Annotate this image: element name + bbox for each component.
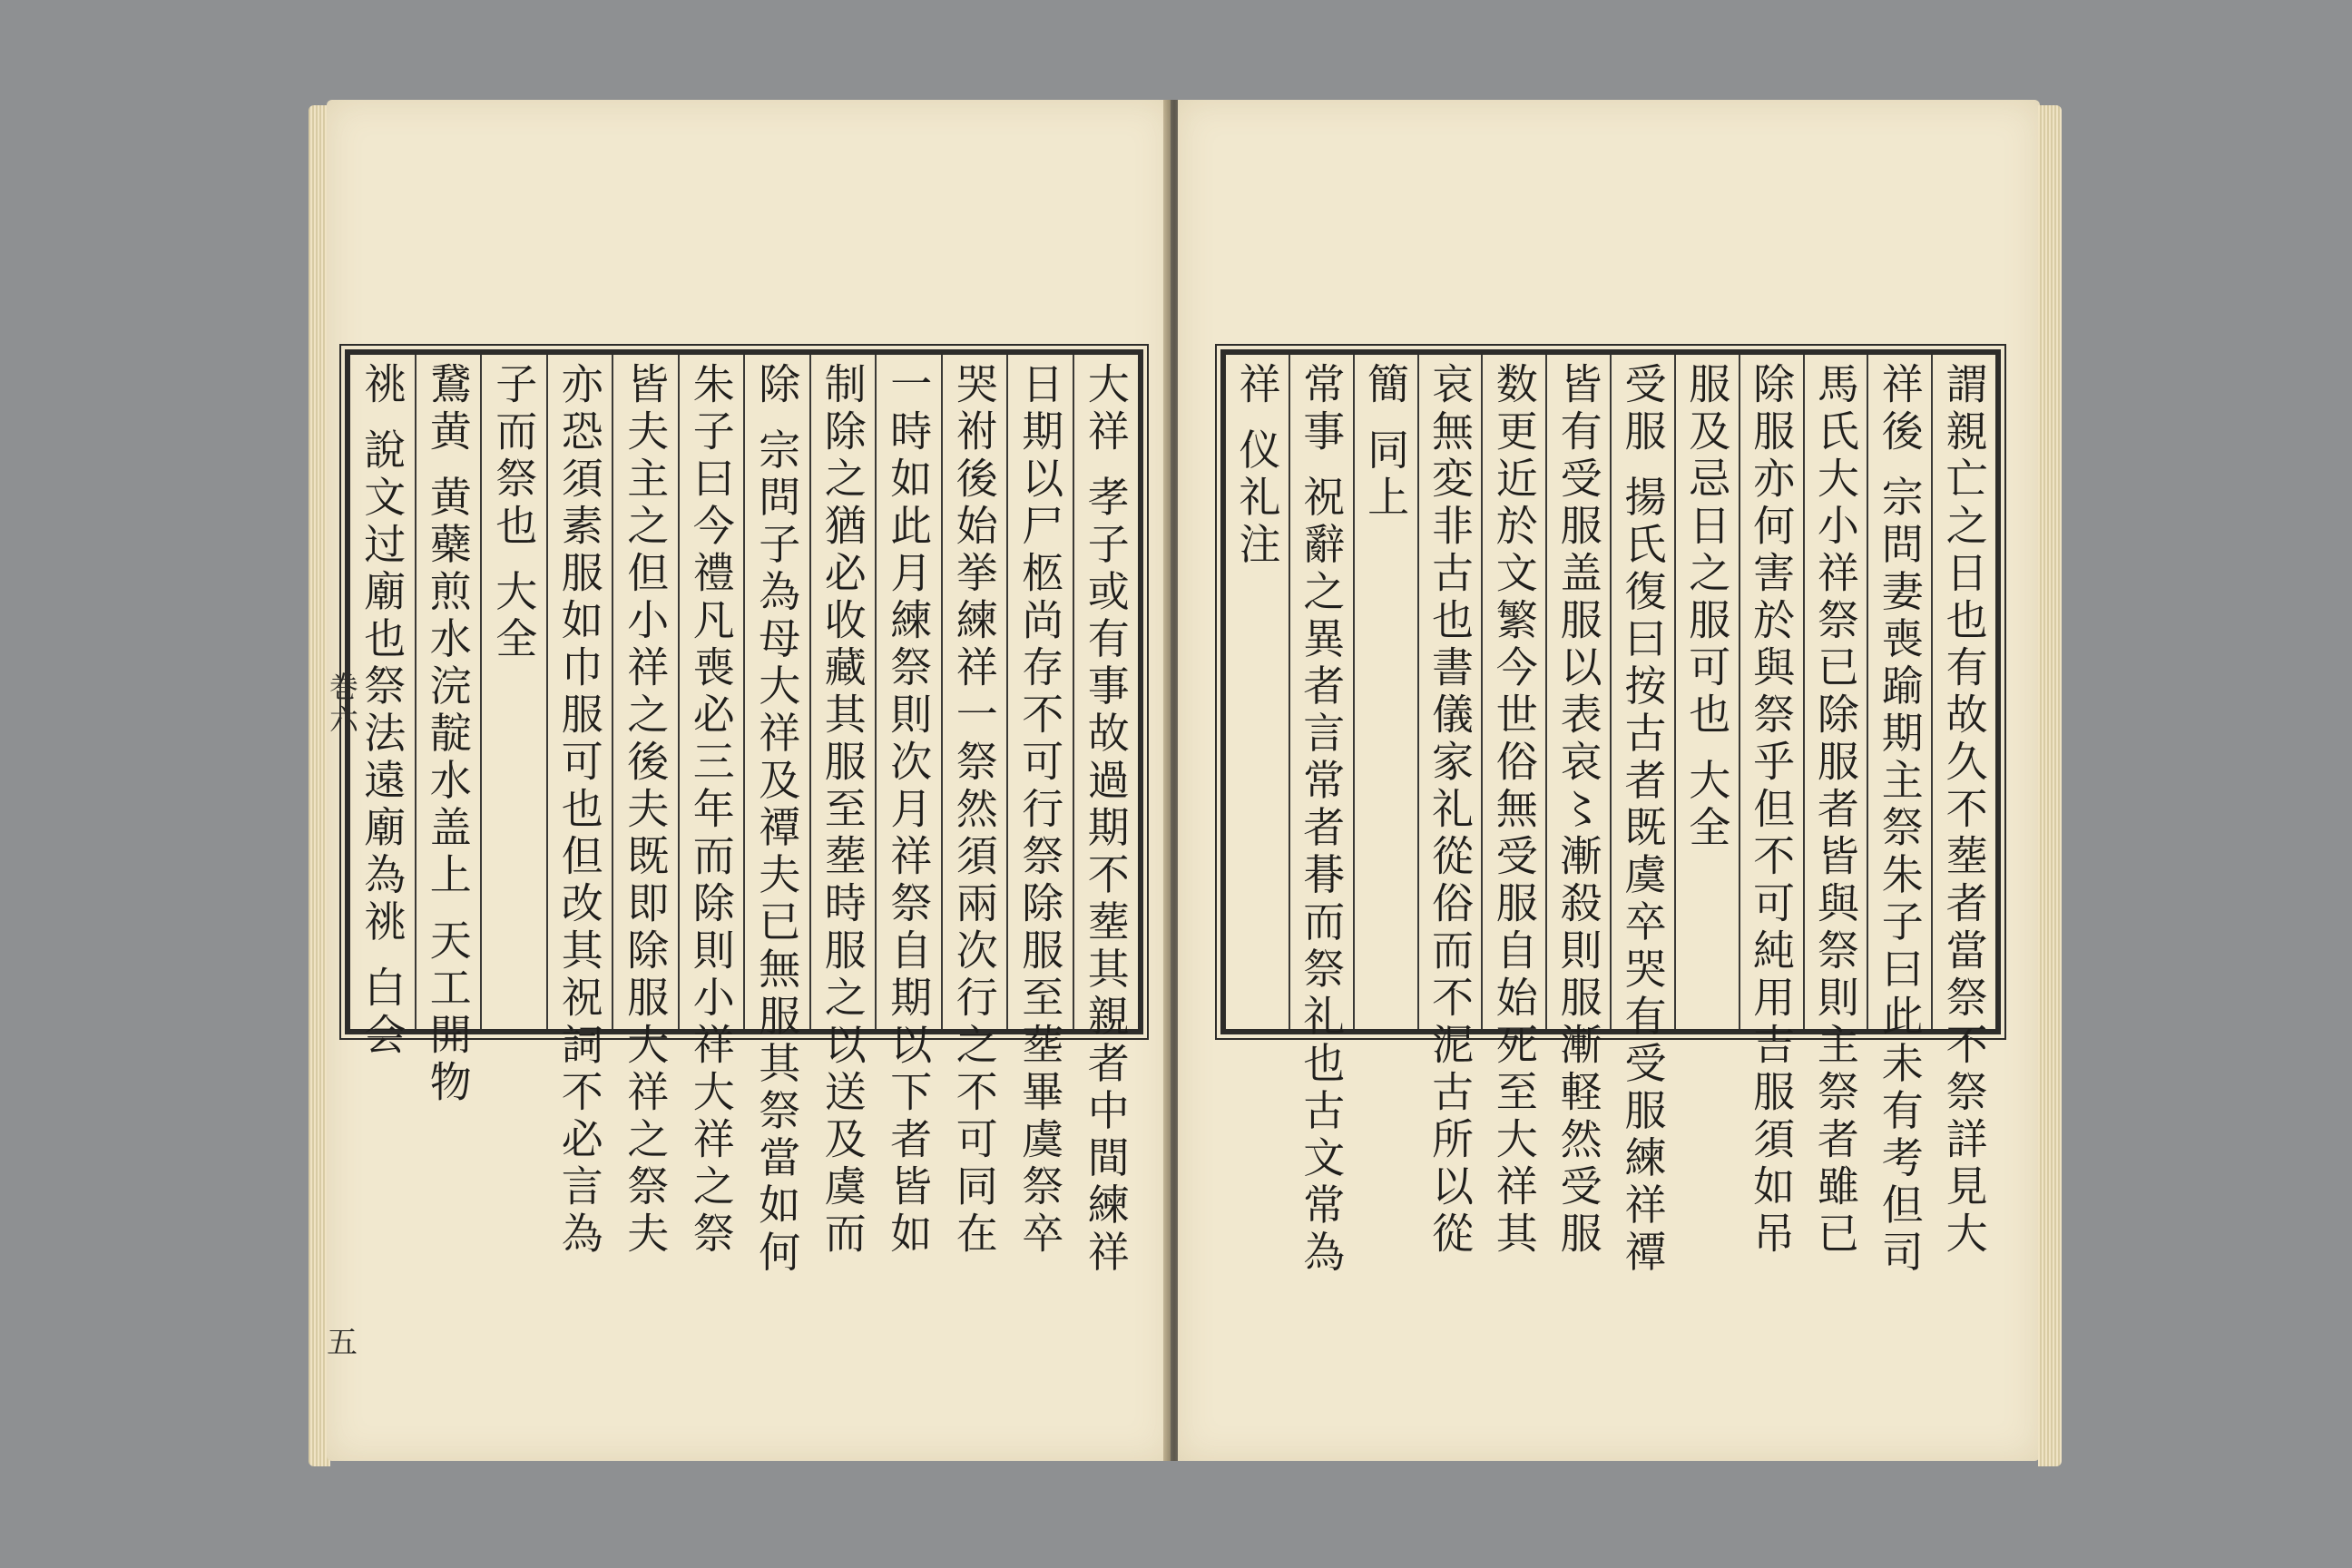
- text-column: [1006, 355, 1073, 1259]
- column-text: 謂親亡之日也有故久不塟者當祭不祭詳見大: [1939, 362, 1989, 1259]
- text-column: [1417, 355, 1482, 1259]
- column-text: 受服 揚氏復曰按古者既虞卒哭有受服練祥禫: [1618, 362, 1668, 1278]
- text-column: [1073, 355, 1139, 1278]
- right-text-frame: [1220, 349, 2001, 1278]
- column-text: 除服亦何害於與祭乎但不可純用吉服須如吊: [1747, 362, 1797, 1259]
- text-column: [743, 355, 809, 1278]
- right-page: [1178, 100, 2040, 1461]
- column-text: 亦恐須素服如巾服可也但改其祝詞不必言為: [554, 362, 604, 1259]
- column-text: 馬氏大小祥祭已除服者皆與祭則主祭者雖已: [1810, 362, 1860, 1259]
- column-text: 皆夫主之但小祥之後夫既即除服大祥之祭夫: [621, 362, 671, 1259]
- text-column: [1481, 355, 1545, 1259]
- text-column: [1867, 355, 1931, 1278]
- text-column: [1674, 355, 1739, 1029]
- column-text: 祥後 宗問妻喪踰期主祭朱子曰此未有考但司: [1875, 362, 1925, 1278]
- text-column: [875, 355, 941, 1259]
- left-text-frame: [345, 349, 1143, 1278]
- text-column: [1803, 355, 1867, 1259]
- column-text: 常事 祝辭之異者言常者朞而祭礼也古文常為: [1297, 362, 1347, 1278]
- text-column: [546, 355, 612, 1259]
- right-columns: [1226, 355, 1995, 1278]
- column-text: 制除之猶必收藏其服至塟時服之以送及虞而: [818, 362, 867, 1259]
- column-text: 祧 說文过廟也祭法遠廟為祧 白会: [358, 362, 407, 1061]
- text-column: [612, 355, 678, 1259]
- text-column: [1545, 355, 1610, 1259]
- column-text: 一時如此月練祭則次月祥祭自期以下者皆如: [884, 362, 934, 1259]
- text-column: [678, 355, 744, 1259]
- column-text: 子而祭也 大全: [489, 362, 539, 664]
- column-text: 朱子曰今禮凡喪必三年而除則小祥大祥之祭: [686, 362, 736, 1259]
- column-text: 皆有受服盖服以表哀〻漸殺則服漸軽然受服: [1553, 362, 1603, 1259]
- left-page: [327, 100, 1171, 1461]
- column-text: 祥 仪礼注: [1232, 362, 1282, 570]
- text-column: [1931, 355, 1995, 1259]
- column-text: 数更近於文繁今世俗無受服自始死至大祥其: [1489, 362, 1539, 1259]
- page-number: 五: [327, 1325, 358, 1361]
- volume-label: 巻六: [325, 671, 359, 737]
- column-text: 大祥 孝子或有事故過期不塟其親者中間練祥: [1081, 362, 1131, 1278]
- column-text: 簡 同上: [1361, 362, 1411, 523]
- column-text: 哀無変非古也書儀家礼從俗而不泥古所以從: [1425, 362, 1475, 1259]
- column-text: 除 宗問子為母大祥及禫夫已無服其祭當如何: [752, 362, 802, 1278]
- left-columns: [350, 355, 1138, 1278]
- text-column: [941, 355, 1007, 1259]
- text-column: [1289, 355, 1353, 1278]
- right-fore-edge: [2038, 105, 2062, 1466]
- column-text: 哭祔後始挙練祥一祭然須兩次行之不可同在: [949, 362, 999, 1259]
- text-column: [1739, 355, 1803, 1259]
- column-text: 日期以尸柩尚存不可行祭除服至塟畢虞祭卒: [1015, 362, 1065, 1259]
- text-column: [1610, 355, 1674, 1278]
- text-column: [809, 355, 876, 1259]
- text-column: [1353, 355, 1417, 1029]
- column-text: 服及忌日之服可也 大全: [1682, 362, 1732, 853]
- text-column: [415, 355, 481, 1108]
- text-column: [1226, 355, 1289, 1029]
- text-column: [480, 355, 546, 1029]
- open-book: [327, 100, 2042, 1479]
- column-text: 鵞黄 黄蘗煎水浣靛水盖上 天工開物: [423, 362, 473, 1108]
